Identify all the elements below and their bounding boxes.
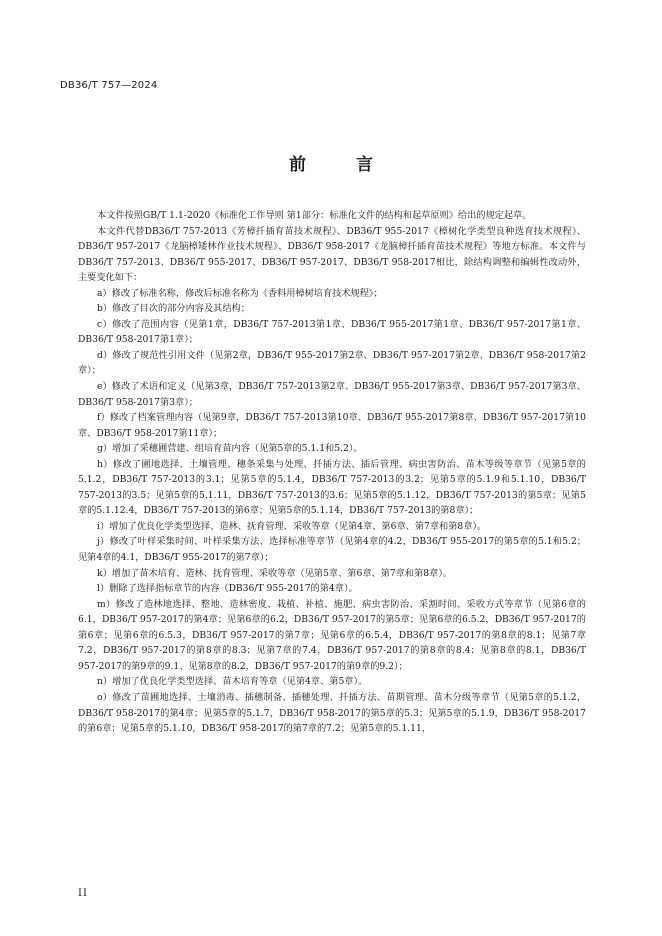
page-number: II — [78, 888, 88, 899]
list-item: d）修改了规范性引用文件（见第2章，DB36/T 955-2017第2章、DB36/T 957-2017第2章、DB36/T 958-2017第2章）； — [78, 349, 586, 377]
foreword-body — [78, 208, 586, 737]
list-item: a）修改了标准名称，修改后标准名称为《香料用樟树培育技术规程》； — [97, 287, 383, 299]
list-item: i）增加了优良化学类型选择、造林、抚育管理、采收等章（见第4章、第6章、第7章和第8章）。 — [97, 520, 487, 532]
list-item: e）修改了术语和定义（见第3章，DB36/T 757-2013第2章、DB36/T 955-2017第3章、DB36/T 957-2017第3章、DB36/T 958-2017第3章）； — [78, 381, 586, 408]
list-item: n）增加了优良化学类型选择、苗木培育等章（见第4章、第5章）。 — [97, 676, 368, 688]
document-code: DB36/T 757—2024 — [60, 80, 158, 91]
list-item: g）增加了采穗圃营建、组培育苗内容（见第5章的5.1.1和5.2）。 — [97, 443, 363, 455]
page-title: 前 言 — [289, 155, 395, 175]
list-item: o）修改了苗圃地选择、土壤消毒、插穗制备、插穗处理、扦插方法、苗期管理、苗木分级等章节（见第5章的5.1.2，DB36/T 958-2017的第4章；见第5章的5.1.7，DB36/T 958-2017的第5章的5.3；见第5章的5.1.9，DB36/T 958-2017的第6章；见第5章的5.1.10，DB36/T 958-2017的第7章的7.2；见第5章的5.1.11， — [78, 691, 586, 735]
list-item: l）删除了选择指标章节的内容（DB36/T 955-2017的第4章）。 — [97, 583, 358, 595]
paragraph: 本文件按照GB/T 1.1-2020《标准化工作导则 第1部分：标准化文件的结构和起草原则》给出的规定起草。 — [97, 210, 532, 221]
list-item: j）修改了叶样采集时间、叶样采集方法、选择标准等章节（见第4章的4.2，DB36/T 955-2017的第5章的5.1和5.2；见第4章的4.1，DB36/T 955-2017的第7章）； — [78, 536, 586, 564]
list-item: c）修改了范围内容（见第1章，DB36/T 757-2013第1章、DB36/T 955-2017第1章、DB36/T 957-2017第1章、DB36/T 958-2017第1章）； — [78, 318, 586, 346]
list-item: m）修改了造林地选择、整地、造林密度、栽植、补植、施肥、病虫害防治、采割时间、采收方式等章节（见第6章的6.1，DB36/T 957-2017的第4章；见第6章的6.2，DB36/T 957-2017的第5章；见第6章的6.5.2，DB36/T 957-2017的第6章；见第6章的6.5.3，DB36/T 957-2017的第7章；见第6章的6.5.4，DB36/T 957-2017的第8章的8.1；见第7章7.2，DB36/T 957-2017的第8章的8.3；见第7章的7.4，DB36/T 957-2017的第8章的8.4；见第8章的8.1，DB36/T 957-2017的第9章的9.1、见第8章的8.2，DB36/T 957-2017的第9章的9.2）； — [78, 598, 586, 672]
list-item: b）修改了目次的部分内容及其结构； — [97, 303, 250, 315]
paragraph: 本文件代替DB36/T 757-2013《芳樟扦插育苗技术规程》、DB36/T 955-2017《樟树化学类型良种选育技术规程》、DB36/T 957-2017《龙脑樟矮林作业技术规程》、DB36/T 958-2017《龙脑樟扦插育苗技术规程》等地方标准。本文件与DB36/T 757-2013、DB36/T 955-2017、DB36/T 957-2017、DB36/T 958-2017相比，除结构调整和编辑性改动外，主要变化如下： — [78, 225, 586, 284]
list-item: h）修改了圃地选择、土壤管理、穗条采集与处理、扦插方法、插后管理、病虫害防治、苗木等级等章节（见第5章的5.1.2，DB36/T 757-2013的3.1；见第5章的5.1.4，DB36/T 757-2013的3.2；见第5章的5.1.9和5.1.10，DB36/T 757-2013的3.5；见第5章的5.1.11，DB36/T 757-2013的3.6；见第5章的5.1.12，DB36/T 757-2013的第5章；见第5章的5.1.12.4，DB36/T 757-2013的第6章；见第5章的5.1.14，DB36/T 757-2013的第8章）； — [78, 458, 586, 517]
list-item: k）增加了苗木培育、造林、抚育管理、采收等章（见第5章、第6章、第7章和第8章）。 — [97, 567, 453, 579]
list-item: f）修改了档案管理内容（见第9章，DB36/T 757-2013第10章、DB36/T 955-2017第8章、DB36/T 957-2017第10章、DB36/T 958-2017第11章）； — [78, 412, 586, 439]
